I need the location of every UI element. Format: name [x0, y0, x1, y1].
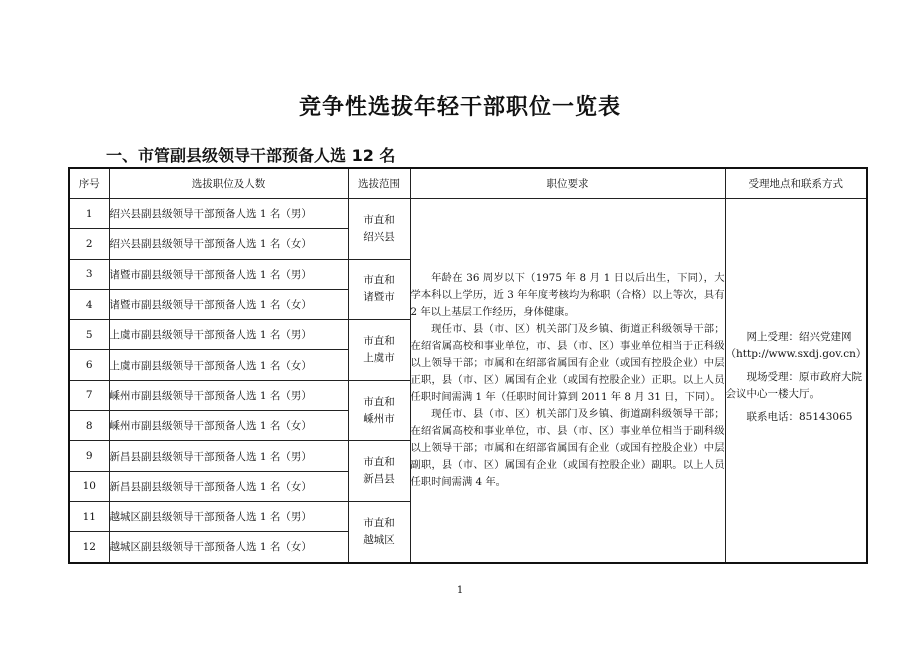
row-seq: 2: [69, 229, 109, 259]
section-heading: 一、市管副县级领导干部预备人选 12 名: [106, 146, 396, 165]
page-title: 竞争性选拔年轻干部职位一览表: [298, 95, 621, 120]
scope-line: 市直和: [363, 334, 395, 347]
row-position: 新昌县副县级领导干部预备人选 1 名（女）: [109, 471, 348, 501]
page-number: 1: [456, 585, 464, 596]
row-position: 越城区副县级领导干部预备人选 1 名（女）: [109, 532, 348, 563]
row-seq: 3: [69, 259, 109, 289]
positions-table: [68, 167, 868, 564]
scope-line: 越城区: [363, 533, 395, 546]
row-seq: 5: [69, 320, 109, 350]
row-position: 绍兴县副县级领导干部预备人选 1 名（男）: [109, 199, 348, 229]
row-seq: 8: [69, 411, 109, 441]
row-position: 诸暨市副县级领导干部预备人选 1 名（男）: [109, 259, 348, 289]
contact-online: 网上受理：绍兴党建网（http://www.sxdj.gov.cn）: [725, 330, 867, 360]
row-seq: 9: [69, 441, 109, 471]
requirement-paragraph: 年龄在 36 周岁以下（1975 年 8 月 1 日以后出生，下同），大学本科以上学历，近 3 年年度考核均为称职（合格）以上等次，具有 2 年以上基层工作经历，身体健康。: [410, 271, 725, 318]
requirement-paragraph: 现任市、县（市、区）机关部门及乡镇、街道副科级领导干部；在绍省属高校和事业单位，市、县（市、区）事业单位相当于副科级以上领导干部；市属和在绍部省属国有企业（或国有控股企业）中层副职，县（市、区）属国有企业（或国有控股企业）副职。以上人员任职时间需满 4 年。: [410, 407, 725, 488]
row-position: 新昌县副县级领导干部预备人选 1 名（男）: [109, 441, 348, 471]
scope-cell: [348, 259, 410, 320]
scope-line: 绍兴县: [363, 230, 395, 243]
header-position: 选拔职位及人数: [109, 168, 348, 199]
scope-line: 上虞市: [363, 351, 395, 364]
requirements-cell: [410, 199, 725, 563]
row-position: 诸暨市副县级领导干部预备人选 1 名（女）: [109, 289, 348, 319]
contact-cell: [725, 199, 867, 563]
scope-line: 市直和: [363, 274, 395, 287]
row-seq: 12: [69, 532, 109, 563]
requirement-paragraph: 现任市、县（市、区）机关部门及乡镇、街道正科级领导干部；在绍省属高校和事业单位，市、县（市、区）事业单位相当于正科级以上领导干部；市属和在绍部省属国有企业（或国有控股企业）中层正职，县（市、区）属国有企业（或国有控股企业）正职。以上人员任职时间需满 1 年（任职时间计算到 2011 年 8 月 31 日，下同）。: [410, 322, 725, 403]
table-header-row: [69, 168, 867, 199]
scope-cell: [348, 380, 410, 441]
scope-line: 市直和: [363, 456, 395, 469]
row-seq: 1: [69, 199, 109, 229]
scope-cell: [348, 199, 410, 260]
scope-line: 市直和: [363, 395, 395, 408]
contact-onsite: 现场受理：原市政府大院会议中心一楼大厅。: [725, 370, 862, 400]
row-seq: 4: [69, 289, 109, 319]
scope-line: 市直和: [363, 213, 395, 226]
row-position: 嵊州市副县级领导干部预备人选 1 名（男）: [109, 380, 348, 410]
header-seq: 序号: [69, 168, 109, 199]
header-contact: 受理地点和联系方式: [725, 168, 867, 199]
row-seq: 7: [69, 380, 109, 410]
table-row: [69, 199, 867, 229]
scope-cell: [348, 320, 410, 381]
row-position: 绍兴县副县级领导干部预备人选 1 名（女）: [109, 229, 348, 259]
row-seq: 6: [69, 350, 109, 380]
scope-line: 诸暨市: [363, 291, 395, 304]
contact-phone: 联系电话：85143065: [746, 410, 853, 423]
scope-cell: [348, 441, 410, 502]
scope-cell: [348, 501, 410, 562]
row-position: 上虞市副县级领导干部预备人选 1 名（女）: [109, 350, 348, 380]
scope-line: 嵊州市: [363, 412, 395, 425]
header-requirements: 职位要求: [410, 168, 725, 199]
row-position: 嵊州市副县级领导干部预备人选 1 名（女）: [109, 411, 348, 441]
row-seq: 11: [69, 501, 109, 531]
row-position: 越城区副县级领导干部预备人选 1 名（男）: [109, 501, 348, 531]
scope-line: 市直和: [363, 516, 395, 529]
row-position: 上虞市副县级领导干部预备人选 1 名（男）: [109, 320, 348, 350]
header-scope: 选拔范围: [348, 168, 410, 199]
row-seq: 10: [69, 471, 109, 501]
scope-line: 新昌县: [363, 473, 395, 486]
